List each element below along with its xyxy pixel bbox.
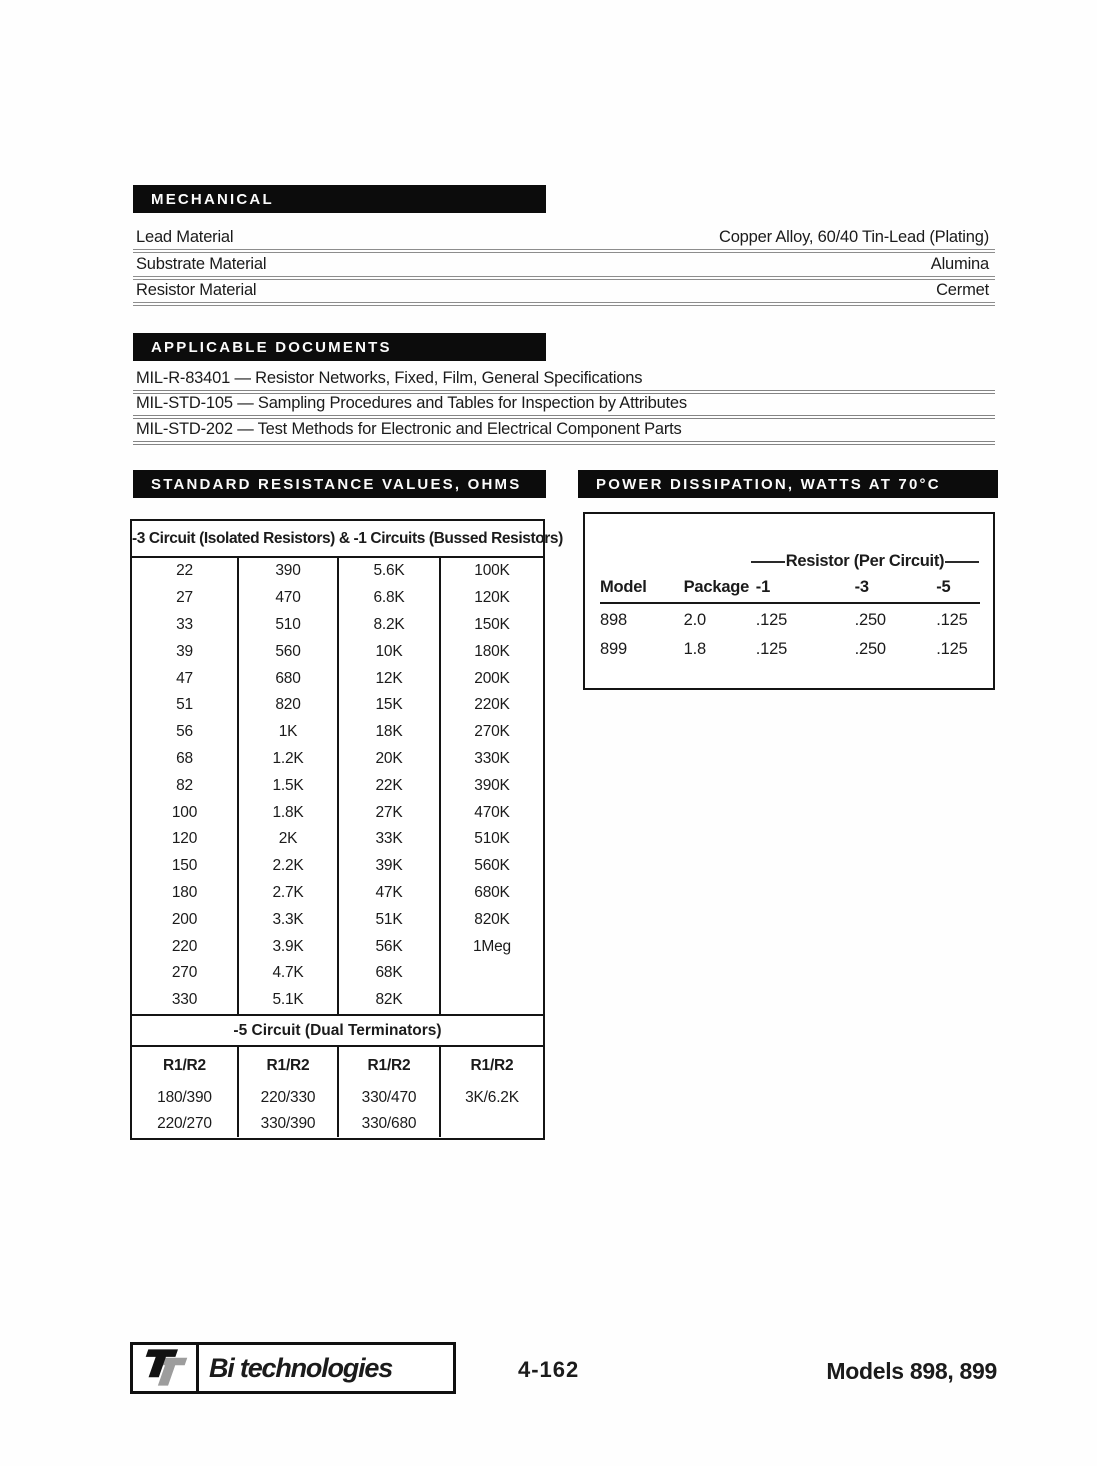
mechanical-spec-table	[133, 227, 995, 306]
resistance-value-cell: 330K	[439, 746, 543, 773]
resistance-value-cell: 68	[176, 749, 193, 767]
power-row	[600, 603, 980, 633]
resistance-value-cell: 100	[171, 803, 198, 821]
resistance-value-cell: 220K	[439, 692, 543, 719]
resistor-per-circuit-header	[751, 552, 979, 571]
section-header-power-dissipation: POWER DISSIPATION, WATTS AT 70°C	[578, 470, 998, 498]
resistance-value-cell: 68K	[337, 960, 439, 987]
resistance-value-cell: 200	[171, 910, 198, 928]
resistance-value-cell: 390	[237, 558, 337, 585]
resistance-value-cell: 20K	[337, 746, 439, 773]
resistance-value-cell: 470K	[439, 799, 543, 826]
resistance-value-cell	[439, 960, 543, 987]
applicable-documents-list	[133, 369, 995, 445]
resistance-value-cell: 33K	[337, 826, 439, 853]
power-cell: .125	[755, 640, 788, 658]
resistance-value-cell: 2K	[237, 826, 337, 853]
models-label: Models 898, 899	[826, 1358, 997, 1384]
r1r2-header-cell: R1/R2	[337, 1047, 439, 1085]
spec-label: Substrate Material	[136, 254, 267, 273]
r1r2-value-cell: 220/330	[237, 1085, 337, 1111]
resistance-grid	[132, 558, 543, 1014]
power-cell: 898	[600, 611, 627, 629]
spec-label: Resistor Material	[136, 281, 257, 300]
resistance-value-cell: 82K	[337, 987, 439, 1014]
r1r2-header-cell: R1/R2	[439, 1047, 543, 1085]
r1r2-value-cell: 220/270	[157, 1114, 212, 1132]
r1r2-grid	[132, 1047, 543, 1137]
document-text: MIL-STD-202 — Test Methods for Electronic and Electrical Component Parts	[136, 419, 682, 438]
resistance-value-cell: 5.1K	[237, 987, 337, 1014]
spec-row-lead-material	[133, 227, 995, 253]
resistance-value-cell: 39	[176, 642, 193, 660]
resistance-value-cell: 2.7K	[237, 880, 337, 907]
power-column-header: Model	[600, 576, 684, 603]
power-column-header: -1	[756, 576, 855, 603]
resistance-value-cell: 4.7K	[237, 960, 337, 987]
resistance-value-cell: 1.2K	[237, 746, 337, 773]
spec-row-substrate-material	[133, 253, 995, 279]
logo-text: Bi technologies	[209, 1352, 393, 1383]
resistance-value-cell: 470	[237, 585, 337, 612]
resistance-value-cell: 6.8K	[337, 585, 439, 612]
dual-terminators-title: -5 Circuit (Dual Terminators)	[132, 1014, 543, 1047]
power-cell: .250	[854, 640, 886, 658]
resistance-value-cell: 1Meg	[439, 933, 543, 960]
resistance-value-cell: 27K	[337, 799, 439, 826]
resistance-value-cell: 220	[171, 937, 198, 955]
resistance-value-cell: 510K	[439, 826, 543, 853]
resistance-value-cell: 330	[171, 991, 198, 1009]
resistance-value-cell: 820	[237, 692, 337, 719]
spec-value: Cermet	[936, 281, 989, 300]
resistance-value-cell: 1.8K	[237, 799, 337, 826]
resistance-value-cell: 8.2K	[337, 612, 439, 639]
resistance-value-cell: 270	[171, 964, 198, 982]
document-row	[133, 369, 995, 394]
resistance-value-cell: 22K	[337, 772, 439, 799]
resistance-value-cell: 47	[176, 669, 193, 687]
power-body	[600, 603, 980, 662]
power-row	[600, 633, 980, 662]
power-table	[600, 576, 980, 662]
group-header-label: Resistor (Per Circuit)	[785, 552, 945, 570]
resistance-value-cell: 180	[171, 883, 198, 901]
power-cell: .125	[755, 611, 788, 629]
resistance-value-cell: 10K	[337, 638, 439, 665]
spec-value: Alumina	[930, 254, 989, 273]
r1r2-value-cell: 330/390	[237, 1111, 337, 1137]
document-text: MIL-STD-105 — Sampling Procedures and Tables for Inspection by Attributes	[136, 394, 687, 413]
resistance-value-cell: 120	[171, 830, 198, 848]
resistance-table	[130, 519, 563, 1140]
resistance-value-cell: 47K	[337, 880, 439, 907]
resistance-value-cell	[439, 987, 543, 1014]
resistance-value-cell: 150K	[439, 612, 543, 639]
resistance-value-cell: 100K	[439, 558, 543, 585]
resistance-value-cell: 56K	[337, 933, 439, 960]
resistance-value-cell: 180K	[439, 638, 543, 665]
resistance-value-cell: 120K	[439, 585, 543, 612]
logo	[130, 1342, 456, 1394]
document-row	[133, 419, 995, 444]
resistance-value-cell: 22	[176, 562, 193, 580]
r1r2-value-cell	[439, 1111, 543, 1137]
resistance-value-cell: 2.2K	[237, 853, 337, 880]
document-row	[133, 394, 995, 419]
resistance-value-cell: 56	[176, 723, 193, 741]
power-header-row	[600, 576, 980, 603]
resistance-value-cell: 12K	[337, 665, 439, 692]
r1r2-value-cell: 180/390	[157, 1088, 212, 1106]
r1r2-value-cell: 3K/6.2K	[439, 1085, 543, 1111]
resistance-value-cell: 33	[176, 615, 193, 633]
r1r2-value-cell: 330/470	[337, 1085, 439, 1111]
power-column-header: -3	[855, 576, 937, 603]
power-cell: 899	[600, 640, 627, 658]
spec-value: Copper Alloy, 60/40 Tin-Lead (Plating)	[718, 228, 989, 247]
power-cell: .250	[854, 611, 886, 629]
power-cell: .125	[936, 640, 968, 658]
resistance-value-cell: 680K	[439, 880, 543, 907]
resistance-value-cell: 390K	[439, 772, 543, 799]
resistance-value-cell: 1.5K	[237, 772, 337, 799]
resistance-value-cell: 1K	[237, 719, 337, 746]
resistance-value-cell: 3.3K	[237, 906, 337, 933]
resistance-value-cell: 200K	[439, 665, 543, 692]
resistance-value-cell: 560K	[439, 853, 543, 880]
power-column-header: Package	[684, 576, 756, 603]
r1r2-header-cell: R1/R2	[163, 1056, 206, 1074]
resistance-value-cell: 820K	[439, 906, 543, 933]
resistance-value-cell: 39K	[337, 853, 439, 880]
r1r2-value-cell: 330/680	[337, 1111, 439, 1137]
section-header-standard-resistance: STANDARD RESISTANCE VALUES, OHMS	[133, 470, 546, 498]
resistance-value-cell: 82	[176, 776, 193, 794]
resistance-value-cell: 51K	[337, 906, 439, 933]
tt-monogram-icon	[133, 1345, 199, 1391]
spec-row-resistor-material	[133, 280, 995, 306]
resistance-value-cell: 150	[171, 857, 198, 875]
dash-line	[751, 561, 785, 563]
resistance-value-cell: 510	[237, 612, 337, 639]
power-cell: 1.8	[683, 640, 706, 658]
spec-label: Lead Material	[136, 228, 234, 247]
document-text: MIL-R-83401 — Resistor Networks, Fixed, Film, General Specifications	[136, 369, 643, 388]
resistance-table-title: -3 Circuit (Isolated Resistors) & -1 Circuits (Bussed Resistors)	[132, 521, 543, 558]
power-cell: 2.0	[683, 611, 706, 629]
resistance-value-cell: 680	[237, 665, 337, 692]
resistance-value-cell: 27	[176, 589, 193, 607]
resistance-value-cell: 18K	[337, 719, 439, 746]
resistance-value-cell: 5.6K	[337, 558, 439, 585]
page-number: 4-162	[518, 1357, 580, 1382]
resistance-value-cell: 15K	[337, 692, 439, 719]
dash-line	[945, 561, 979, 563]
power-dissipation-table	[583, 512, 995, 690]
resistance-value-cell: 560	[237, 638, 337, 665]
power-column-header: -5	[936, 576, 980, 603]
section-header-applicable-documents: APPLICABLE DOCUMENTS	[133, 333, 546, 361]
resistance-value-cell: 270K	[439, 719, 543, 746]
resistance-value-cell: 3.9K	[237, 933, 337, 960]
section-header-mechanical: MECHANICAL	[133, 185, 546, 213]
r1r2-header-cell: R1/R2	[237, 1047, 337, 1085]
resistance-value-cell: 51	[176, 696, 193, 714]
power-cell: .125	[936, 611, 968, 629]
